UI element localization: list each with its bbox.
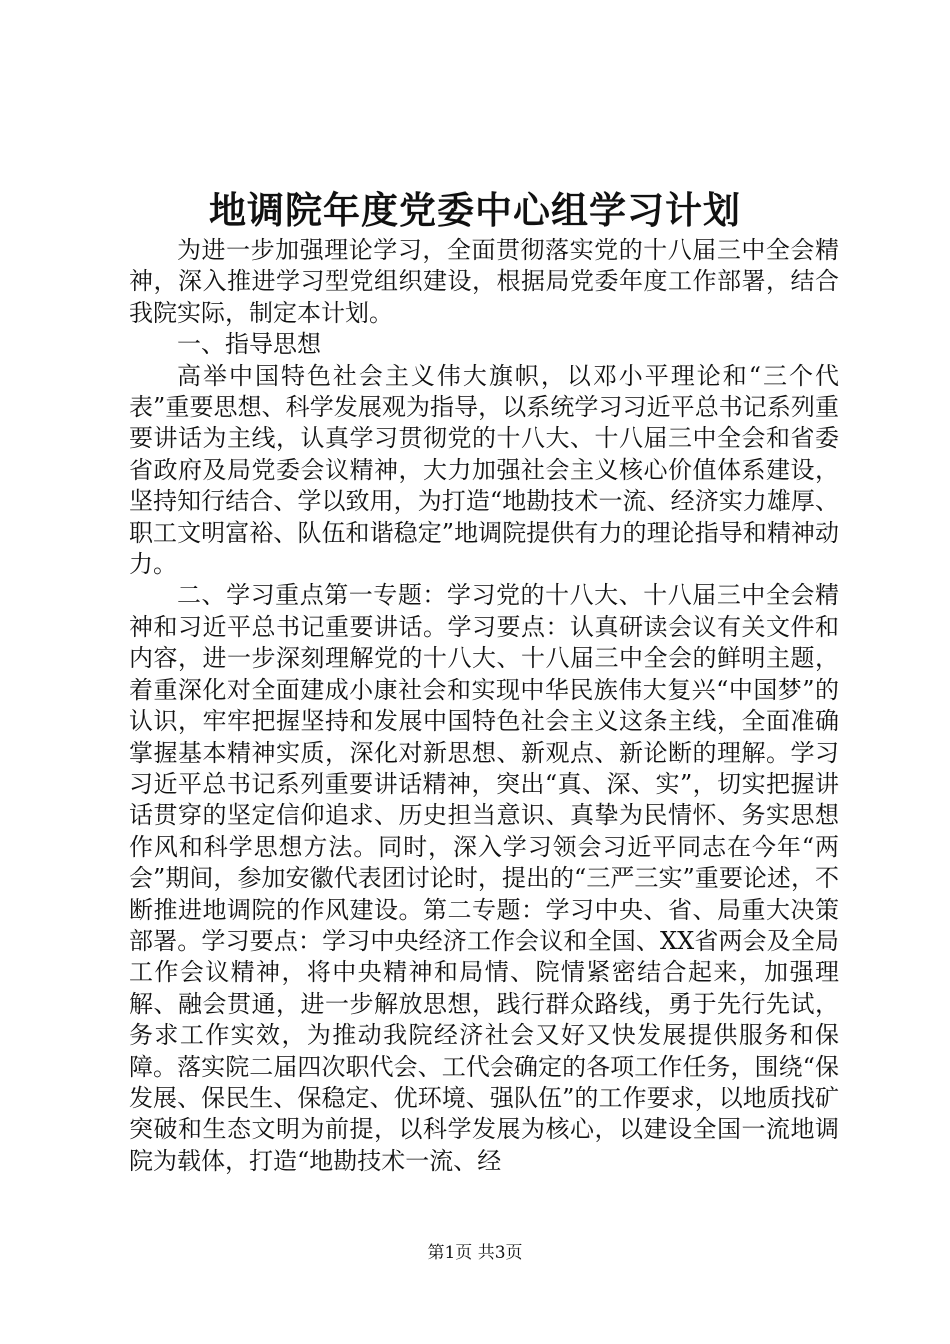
intro-paragraph: 为进一步加强理论学习，全面贯彻落实党的十八届三中全会精神，深入推进学习型党组织建设，根据局党委年度工作部署，结合我院实际，制定本计划。: [129, 236, 839, 327]
document-body: [129, 235, 839, 1177]
study-focus-paragraph: 二、学习重点第一专题：学习党的十八大、十八届三中全会精神和习近平总书记重要讲话。学习要点：认真研读会议有关文件和内容，进一步深刻理解党的十八大、十八届三中全会的鲜明主题，着重深化对全面建成小康社会和实现中华民族伟大复兴“中国梦”的认识，牢牢把握坚持和发展中国特色社会主义这条主线，全面准确掌握基本精神实质，深化对新思想、新观点、新论断的理解。学习习近平总书记系列重要讲话精神，突出“真、深、实”，切实把握讲话贯穿的坚定信仰追求、历史担当意识、真挚为民情怀、务实思想作风和科学思想方法。同时，深入学习领会习近平同志在今年“两会”期间，参加安徽代表团讨论时，提出的“三严三实”重要论述，不断推进地调院的作风建设。第二专题：学习中央、省、局重大决策部署。学习要点：学习中央经济工作会议和全国、XX省两会及全局工作会议精神，将中央精神和局情、院情紧密结合起来，加强理解、融会贯通，进一步解放思想，践行群众路线，勇于先行先试，务求工作实效，为推动我院经济社会又好又快发展提供服务和保障。落实院二届四次职代会、工代会确定的各项工作任务，围绕“保发展、保民生、保稳定、优环境、强队伍”的工作要求，以地质找矿突破和生态文明为前提，以科学发展为核心，以建设全国一流地调院为载体，打造“地勘技术一流、经: [129, 581, 839, 1175]
document-title: 地调院年度党委中心组学习计划: [209, 188, 741, 232]
page-footer: 第1页 共3页: [427, 1243, 523, 1263]
section-heading-guiding-ideology: 一、指导思想: [177, 330, 321, 359]
guiding-ideology-paragraph: 高举中国特色社会主义伟大旗帜，以邓小平理论和“三个代表”重要思想、科学发展观为指导，以系统学习习近平总书记系列重要讲话为主线，认真学习贯彻党的十八大、十八届三中全会和省委省政府及局党委会议精神，大力加强社会主义核心价值体系建设，坚持知行结合、学以致用，为打造“地勘技术一流、经济实力雄厚、职工文明富裕、队伍和谐稳定”地调院提供有力的理论指导和精神动力。: [129, 361, 839, 579]
